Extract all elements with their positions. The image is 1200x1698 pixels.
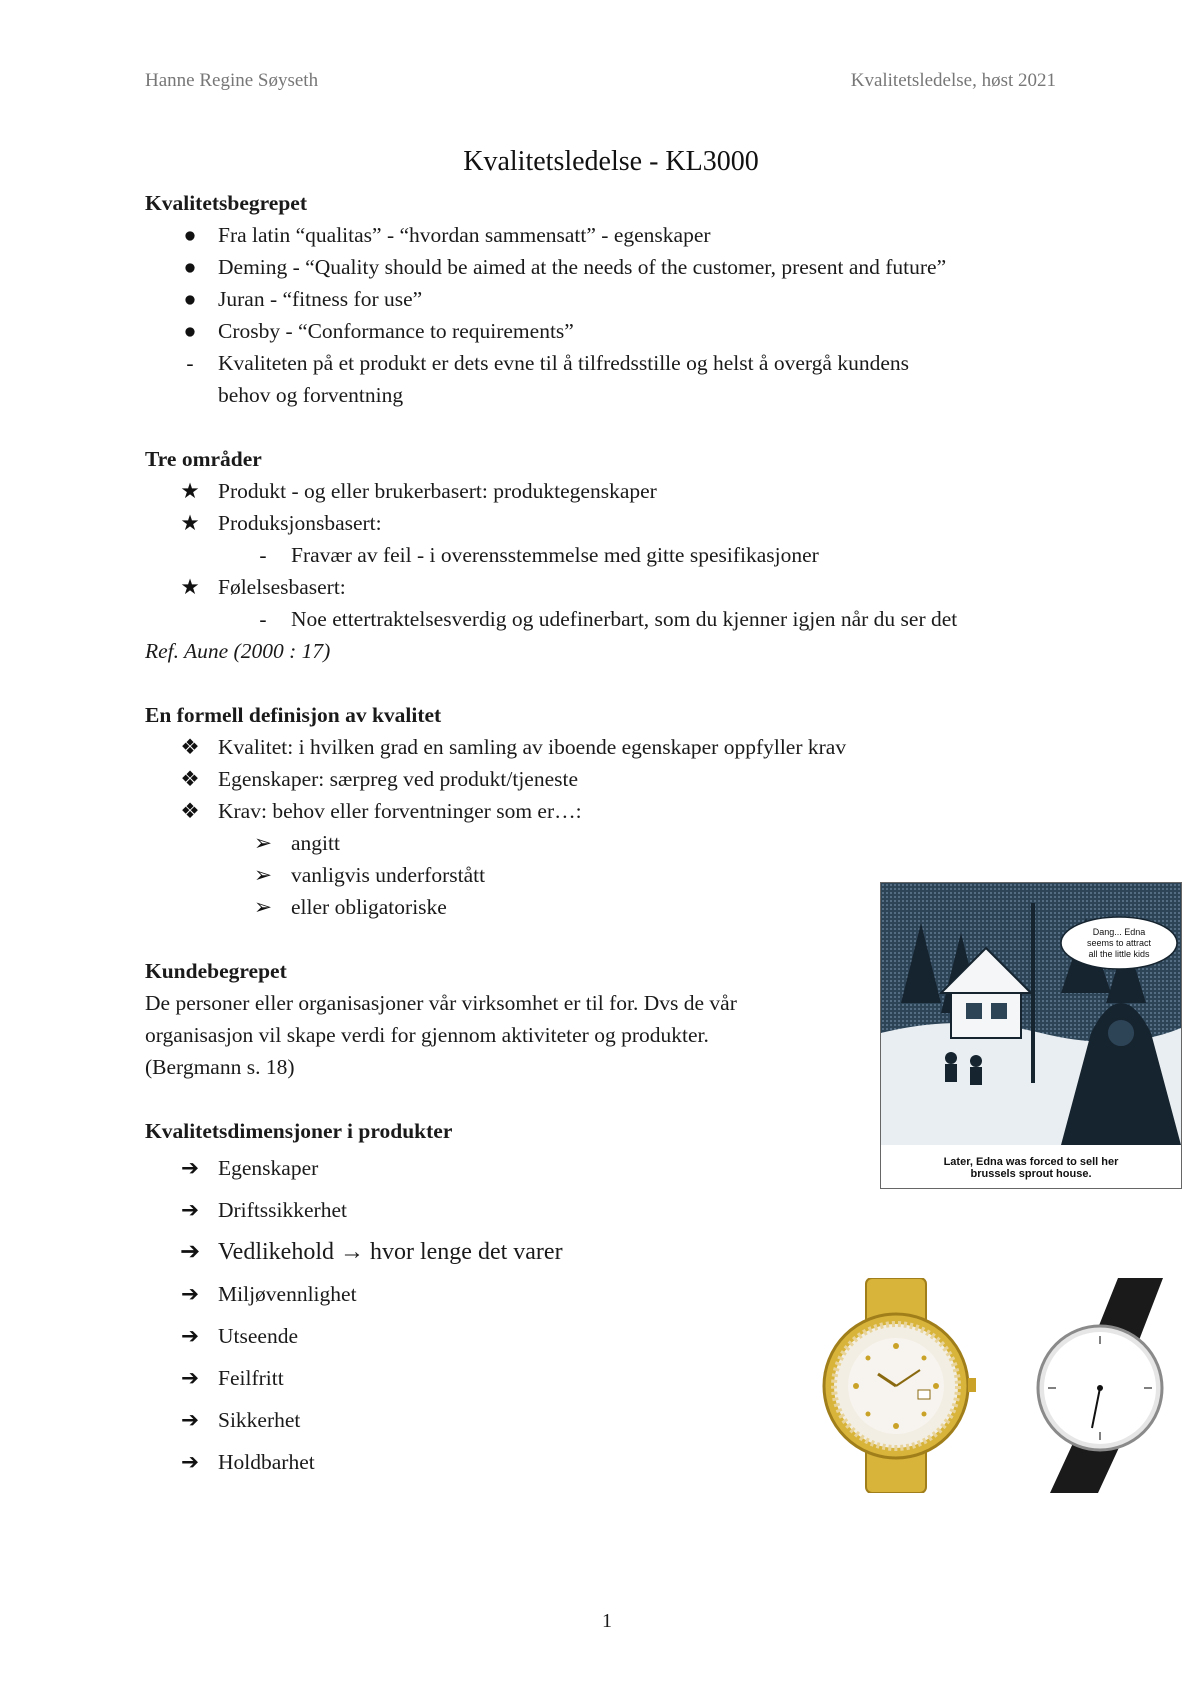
kunde-paragraph: De personer eller organisasjoner vår virksomhet er til for. Dvs de vår organisasjon vil skape verdi for gjennom aktiviteter og produkter. (Bergmann s. 18) [145, 991, 737, 1079]
list-item: ★ Følelsesbasert: [145, 571, 1065, 603]
bullet-dot-icon: ● [183, 319, 197, 343]
cartoon-drawing [881, 883, 1181, 1145]
arrowhead-bullet-icon: ➢ [253, 863, 272, 887]
heading-kvalitetsbegrepet: Kvalitetsbegrepet [145, 191, 308, 215]
diamond-bullet-icon: ❖ [180, 767, 200, 791]
list-item: ❖ Krav: behov eller forventninger som er…: [145, 795, 1065, 827]
heading-kvalitetsdimensjoner: Kvalitetsdimensjoner i produkter [145, 1119, 453, 1143]
list-item: ● Fra latin “qualitas” - “hvordan sammensatt” - egenskaper [145, 219, 1065, 251]
arrow-bullet-icon: ➔ [180, 1450, 199, 1474]
list-item: ★ Produkt - og eller brukerbasert: produktegenskaper [145, 475, 1065, 507]
reference: Ref. Aune (2000 : 17) [145, 639, 331, 663]
star-bullet-icon: ★ [180, 575, 200, 599]
arrow-bullet-icon: ➔ [180, 1282, 199, 1306]
list-item: ➔ Utseende [145, 1315, 1065, 1357]
arrow-bullet-icon: ➔ [180, 1156, 199, 1180]
list-item: - Noe ettertraktelsesverdig og udefinerbart, som du kjenner igjen når du ser det [145, 603, 1065, 635]
bullet-dot-icon: ● [183, 287, 197, 311]
arrow-bullet-icon: ➔ [180, 1408, 199, 1432]
list-item: ● Juran - “fitness for use” [145, 283, 1065, 315]
list-item: ● Deming - “Quality should be aimed at the needs of the customer, present and future” [145, 251, 1065, 283]
list-item: ➔ Driftssikkerhet [145, 1189, 1065, 1231]
document-title: Kvalitetsledelse - KL3000 [463, 146, 759, 177]
bullet-dash-icon: - [259, 607, 267, 631]
arrowhead-bullet-icon: ➢ [253, 831, 272, 855]
bullet-dot-icon: ● [183, 255, 197, 279]
diamond-bullet-icon: ❖ [180, 799, 200, 823]
star-bullet-icon: ★ [180, 479, 200, 503]
bullet-dot-icon: ● [183, 223, 197, 247]
list-tre-omrader [145, 475, 1065, 635]
list-item: ❖ Egenskaper: særpreg ved produkt/tjeneste [145, 763, 1065, 795]
watches-image [818, 1278, 1178, 1493]
arrow-bullet-icon: ➔ [180, 1366, 199, 1390]
list-item: - Fravær av feil - i overensstemmelse med gitte spesifikasjoner [145, 539, 1065, 571]
list-item: - Kvaliteten på et produkt er dets evne til å tilfredsstille og helst å overgå kundens behov og forventning [145, 347, 1065, 411]
list-item: ❖ Kvalitet: i hvilken grad en samling av iboende egenskaper oppfyller krav [145, 731, 1065, 763]
header-course: Kvalitetsledelse, høst 2021 [850, 70, 1056, 91]
heading-kundebegrepet: Kundebegrepet [145, 959, 287, 983]
star-bullet-icon: ★ [180, 511, 200, 535]
arrow-bullet-icon: ➔ [179, 1239, 201, 1265]
header-author: Hanne Regine Søyseth [145, 70, 319, 91]
list-item: ● Crosby - “Conformance to requirements” [145, 315, 1065, 347]
bullet-dash-icon: - [186, 351, 194, 375]
arrow-bullet-icon: ➔ [180, 1198, 199, 1222]
cartoon-illustration [880, 882, 1182, 1189]
page-number: 1 [602, 1610, 612, 1632]
list-item: ➔ Miljøvennlighet [145, 1273, 1065, 1315]
heading-formell-definisjon: En formell definisjon av kvalitet [145, 703, 442, 727]
list-item: ➔ Vedlikehold → hvor lenge det varer [145, 1231, 1065, 1273]
speech-text-1: Dang... Edna [1092, 927, 1146, 937]
list-item: ➔ Feilfritt [145, 1357, 1065, 1399]
gold-watch-icon [824, 1278, 976, 1493]
list-item: ➢ angitt [145, 827, 1065, 859]
arrow-bullet-icon: ➔ [180, 1324, 199, 1348]
list-item: ★ Produksjonsbasert: [145, 507, 1065, 539]
arrowhead-bullet-icon: ➢ [253, 895, 272, 919]
list-item: ➔ Sikkerhet [145, 1399, 1065, 1441]
list-kvalitetsbegrepet [145, 219, 1065, 411]
list-item: ➢ vanligvis underforstått [145, 859, 1065, 891]
list-item: ➢ eller obligatoriske [145, 891, 1065, 923]
list-item: ➔ Holdbarhet [145, 1441, 1065, 1483]
speech-text-3: all the little kids [1088, 949, 1150, 959]
heading-tre-omrader: Tre områder [145, 447, 262, 471]
black-watch-icon [1038, 1278, 1163, 1493]
list-item: ➔ Egenskaper [145, 1147, 1065, 1189]
bullet-dash-icon: - [259, 543, 267, 567]
cartoon-caption: Later, Edna was forced to sell her brussels sprout house. [943, 1156, 1119, 1180]
speech-text-2: seems to attract [1086, 938, 1152, 948]
diamond-bullet-icon: ❖ [180, 735, 200, 759]
